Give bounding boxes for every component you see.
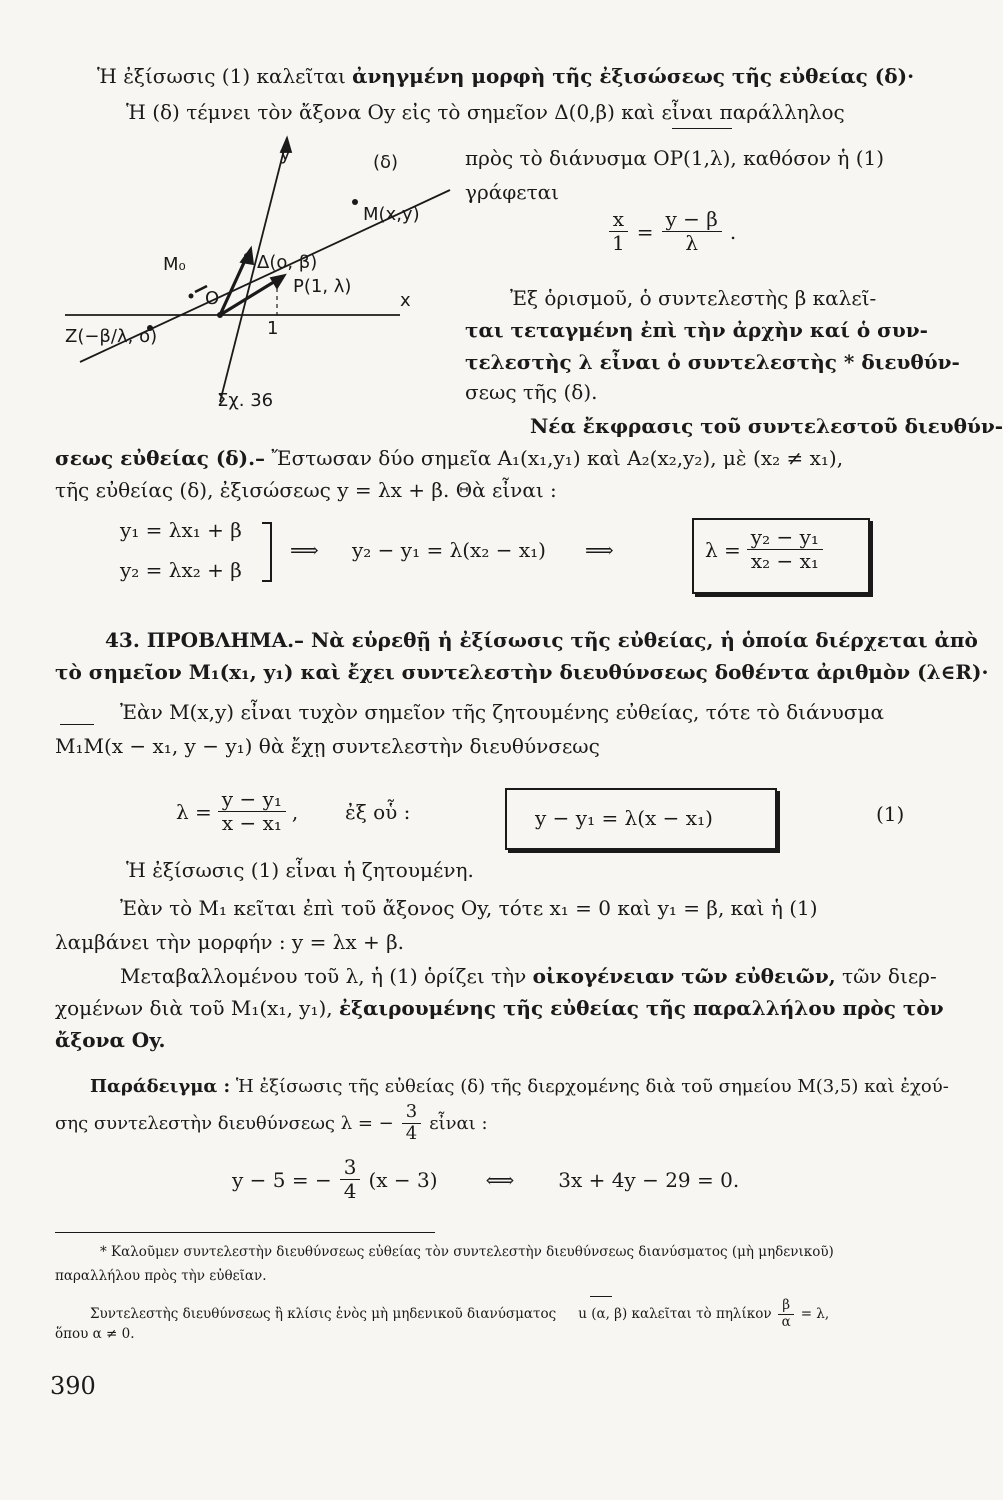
text-line: , καθόσον ἡ (1) — [730, 146, 885, 170]
text-line: M₁M(x − x₁, y − y₁) θὰ ἔχῃ συντελεστὴν διευθύνσεως — [55, 734, 600, 758]
problem-number: 43. ΠΡΟΒΛΗΜΑ.– — [105, 628, 305, 652]
footnote: ὅπου α ≠ 0. — [55, 1326, 135, 1342]
text-line: γράφεται — [465, 180, 559, 204]
label-Z: Z(−β/λ, o) — [65, 326, 158, 347]
eq-one: 1 — [612, 231, 625, 255]
text-line: τῆς εὐθείας (δ), ἐξισώσεως y = λx + β. Θὰ εἶναι : — [55, 478, 557, 502]
fraction-den: 4 — [343, 1179, 357, 1203]
lambda-num: y₂ − y₁ — [747, 526, 823, 550]
footnote-rule — [55, 1232, 435, 1233]
lambda2-num: y − y₁ — [218, 788, 286, 812]
text-line-bold: ἄξονα Οy. — [55, 1028, 166, 1052]
brace — [262, 522, 272, 582]
footnote: = λ, — [800, 1306, 830, 1323]
footnote: παραλλήλου πρὸς τὴν εὐθεῖαν. — [55, 1268, 267, 1284]
lambda2-eq: λ = — [176, 799, 212, 824]
fraction-num: 3 — [402, 1102, 421, 1124]
section-heading-end: σεως εὐθείας (δ).– — [55, 446, 266, 470]
implies-arrow: ⟹ — [585, 538, 614, 562]
text-line-bold: ἐξαιρουμένης τῆς εὐθείας τῆς παραλλήλου πρὸς τὸν — [339, 996, 944, 1020]
footnote: * Καλοῦμεν συντελεστὴν διευθύνσεως εὐθείας τὸν συντελεστὴν διευθύνσεως διανύσματος (μὴ μηδενικοῦ) — [100, 1244, 834, 1260]
footnote: u (α, β) καλεῖται τὸ πηλίκον — [578, 1306, 772, 1323]
label-delta: (δ) — [373, 152, 399, 173]
text-line: λαμβάνει τὴν μορφήν : y = λx + β. — [55, 930, 405, 954]
problem-statement: Νὰ εὑρεθῇ ἡ ἐξίσωσις τῆς εὐθείας, ἡ ὁποία διέρχεται ἀπὸ — [311, 628, 978, 652]
vector-arrow — [60, 724, 94, 725]
example-label: Παράδειγμα : — [90, 1076, 231, 1097]
section-heading: Νέα ἔκφρασις τοῦ συντελεστοῦ διευθύν- — [530, 414, 1003, 438]
text-line: Ἐὰν τὸ M₁ κεῖται ἐπὶ τοῦ ἄξονος Οy, τότε x₁ = 0 καὶ y₁ = β, καὶ ἡ (1) — [120, 896, 818, 920]
text-line: σεως τῆς (δ). — [465, 380, 598, 404]
example-eq-left: (x − 3) — [368, 1167, 438, 1192]
sys-eq-1: y₁ = λx₁ + β — [120, 518, 242, 542]
eq-x: x — [609, 208, 628, 232]
text-line: τελεστὴς λ εἶναι ὁ συντελεστὴς * διευθύν- — [465, 350, 960, 374]
figure-caption: Σχ. 36 — [217, 390, 274, 411]
label-y: y — [280, 144, 291, 165]
implies-arrow: ⟹ — [290, 538, 319, 562]
text-line: σης συντελεστὴν διευθύνσεως λ = − — [55, 1112, 394, 1134]
text-line: Ἡ ἐξίσωσις τῆς εὐθείας (δ) τῆς διερχομένης διὰ τοῦ σημείου M(3,5) καὶ ἐχού- — [235, 1076, 949, 1097]
eq-yb: y − β — [662, 208, 722, 232]
example-eq-left: y − 5 = − — [232, 1167, 332, 1192]
text-line: Ἔστωσαν δύο σημεῖα A₁(x₁,y₁) καὶ A₂(x₂,y₂), μὲ (x₂ ≠ x₁), — [271, 446, 844, 470]
text-line: Ἡ ἐξίσωσις (1) εἶναι ἡ ζητουμένη. — [126, 858, 474, 882]
text-line: ἐξ οὗ : — [345, 800, 411, 824]
lambda-den: x₂ − x₁ — [750, 549, 819, 573]
text-line: Ἐὰν M(x,y) εἶναι τυχὸν σημεῖον τῆς ζητουμένης εὐθείας, τότε τὸ διάνυσμα — [120, 700, 884, 724]
vector-arrow — [672, 128, 732, 129]
vector-arrow — [590, 1296, 612, 1297]
label-D: Δ(o, β) — [257, 252, 318, 273]
sys-eq-2: y₂ = λx₂ + β — [120, 558, 242, 582]
fraction-den: 4 — [405, 1122, 418, 1144]
text-line: Ἐξ ὁρισμοῦ, ὁ συντελεστὴς β καλεῖ- — [510, 286, 877, 310]
eq-sign: = — [636, 219, 654, 244]
text-line: χομένων διὰ τοῦ M₁(x₁, y₁), — [55, 996, 333, 1020]
label-M0: M₀ — [163, 254, 186, 275]
label-x: x — [400, 290, 411, 311]
main-equation: y − y₁ = λ(x − x₁) — [535, 806, 713, 830]
example-eq-right: 3x + 4y − 29 = 0. — [558, 1167, 740, 1192]
text-line: Ἡ ἐξίσωσις (1) καλεῖται — [97, 64, 346, 88]
footnote: Συντελεστὴς διευθύνσεως ἢ κλίσις ἑνὸς μὴ μηδενικοῦ διανύσματος — [90, 1306, 557, 1323]
text-line: εἶναι : — [429, 1112, 488, 1134]
label-P: P(1, λ) — [293, 276, 352, 297]
text-line: Μεταβαλλομένου τοῦ λ, ἡ (1) ὁρίζει τὴν — [120, 964, 527, 988]
lambda2-den: x − x₁ — [221, 811, 282, 835]
fraction-num: 3 — [340, 1156, 361, 1180]
vector-OP: OP(1,λ) — [653, 146, 731, 170]
problem-statement: τὸ σημεῖον M₁(x₁, y₁) καὶ ἔχει συντελεστὴν διευθύνσεως δοθέντα ἀριθμὸν (λ∈R)· — [55, 660, 989, 684]
iff-arrow: ⟺ — [485, 1167, 515, 1192]
fraction-num: β — [778, 1298, 794, 1315]
text-line: Ἡ (δ) τέμνει τὸν ἄξονα Οy εἰς τὸ σημεῖον Δ(0,β) καὶ εἶναι παράλληλος — [126, 100, 845, 124]
text-line: ται τεταγμένη ἐπὶ τὴν ἀρχὴν καί ὁ συν- — [465, 318, 928, 342]
eq-dot: . — [729, 219, 737, 244]
eq-lambda: λ — [685, 231, 699, 255]
label-M: M(x,y) — [363, 204, 420, 225]
fraction-den: α — [781, 1313, 791, 1330]
equation-number: (1) — [876, 802, 905, 826]
text-line: πρὸς τὸ διάνυσμα — [465, 146, 647, 170]
page-number: 390 — [50, 1372, 96, 1400]
lambda-eq: λ = — [705, 537, 741, 562]
comma: , — [291, 799, 299, 824]
label-one: 1 — [267, 318, 279, 339]
text-line-bold: οἰκογένειαν τῶν εὐθειῶν, — [532, 964, 836, 988]
label-O: O — [205, 288, 220, 309]
text-line-bold: ἀνηγμένη μορφὴ τῆς ἐξισώσεως τῆς εὐθείας (δ)· — [352, 64, 915, 88]
text-line: τῶν διερ- — [842, 964, 937, 988]
figure-36 — [55, 130, 455, 420]
mid-equation: y₂ − y₁ = λ(x₂ − x₁) — [352, 538, 546, 562]
